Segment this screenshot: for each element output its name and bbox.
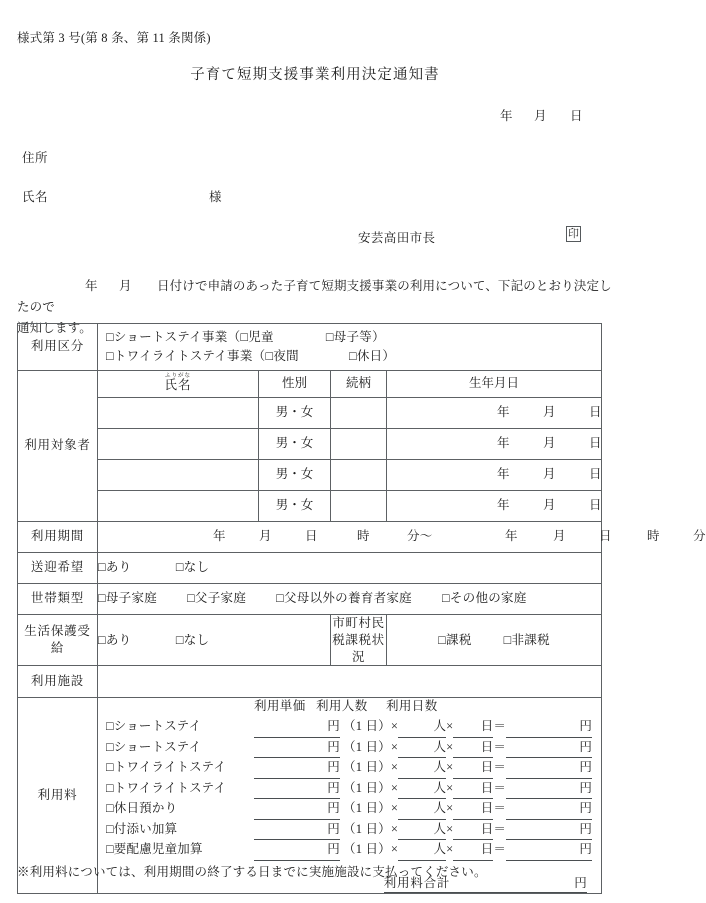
birth-year-label: 年 [497, 498, 510, 513]
fee-subtotal-yen: 円 [579, 821, 593, 836]
birth-year-label: 年 [497, 405, 510, 420]
table-row [18, 459, 602, 490]
issue-date-year-label: 年 [500, 109, 513, 123]
form-number: 様式第 3 号(第 8 条、第 11 条関係) [17, 31, 211, 45]
fee-times-2: × [446, 719, 454, 734]
table-row-usage-category [18, 324, 602, 371]
transport-no-label: なし [183, 560, 210, 575]
fee-equals: ＝ [493, 801, 507, 816]
fee-people-unit: 人 [433, 739, 447, 754]
table-row-transport [18, 552, 602, 583]
fee-subtotal-yen: 円 [579, 739, 593, 754]
twilightstay-night-checkbox[interactable]: □ [265, 348, 274, 363]
fee-yen-unit: 円 [327, 801, 340, 816]
transport-yes-label: あり [105, 560, 132, 575]
fee-total-unit: 円 [574, 875, 588, 890]
fee-per-day-note: （1 日） [343, 801, 391, 816]
table-row-usage-period [18, 521, 602, 552]
welfare-yes-checkbox[interactable]: □ [98, 632, 106, 647]
target-relation-field[interactable] [331, 428, 387, 459]
target-gender-field[interactable]: 男・女 [259, 459, 331, 490]
fee-item-label: 要配慮児童加算 [113, 842, 203, 857]
fee-per-day-note: （1 日） [343, 842, 391, 857]
fee-times-2: × [446, 739, 454, 754]
fee-unit-price-input[interactable] [254, 840, 340, 861]
transport-yes-checkbox[interactable]: □ [98, 560, 106, 575]
fee-unit-price-input[interactable] [254, 717, 340, 738]
table-row-welfare [18, 614, 602, 666]
fee-equals: ＝ [493, 719, 507, 734]
fee-subtotal-input[interactable] [506, 799, 592, 820]
period-end-minute-label: 分 [693, 529, 706, 544]
issuer-name: 安芸高田市長 [358, 231, 436, 245]
target-birthdate-field[interactable] [387, 459, 602, 490]
fees-label: 利用料 [18, 698, 98, 893]
table-row-facility [18, 666, 602, 698]
fees-people-header: 利用人数 [316, 699, 368, 714]
fee-yen-unit: 円 [327, 719, 340, 734]
twilightstay-night-label: 夜間 [273, 348, 299, 363]
tax-status-label: 市町村民税課税状況 [331, 614, 387, 666]
fee-people-unit: 人 [433, 719, 447, 734]
fee-unit-price-input[interactable] [254, 799, 340, 820]
fee-item-label: 休日預かり [113, 801, 178, 816]
table-row [18, 490, 602, 521]
fee-line-item[interactable] [98, 717, 601, 738]
fee-subtotal-yen: 円 [579, 842, 593, 857]
name-honorific: 様 [209, 190, 222, 204]
welfare-options[interactable] [98, 614, 331, 666]
fee-people-input[interactable] [398, 779, 446, 800]
welfare-label: 生活保護受給 [18, 614, 98, 666]
fee-days-unit: 日 [480, 780, 494, 795]
usage-category-option-row[interactable] [98, 347, 601, 366]
fee-per-day-note: （1 日） [343, 719, 391, 734]
non-taxed-checkbox[interactable]: □ [503, 632, 512, 647]
twilightstay-label: トワイライトステイ事業 [113, 348, 253, 363]
period-end-day-label: 日 [599, 529, 612, 544]
target-name-field[interactable] [98, 459, 259, 490]
usage-category-options [98, 324, 602, 371]
fee-times-1: × [390, 801, 399, 816]
transport-no-checkbox[interactable]: □ [175, 560, 184, 575]
birth-year-label: 年 [497, 467, 510, 482]
fee-line-item[interactable] [98, 758, 601, 779]
fee-days-unit: 日 [480, 801, 494, 816]
birth-day-label: 日 [589, 498, 602, 513]
fee-subtotal-input[interactable] [506, 779, 592, 800]
fees-unit-price-header: 利用単価 [254, 699, 306, 714]
household-other-checkbox[interactable]: □ [442, 591, 450, 606]
fee-days-input[interactable] [453, 717, 493, 738]
target-name-header [98, 370, 259, 397]
fee-equals: ＝ [493, 842, 507, 857]
household-other-guardian-checkbox[interactable]: □ [276, 591, 284, 606]
fee-yen-unit: 円 [327, 780, 340, 795]
tax-status-options[interactable] [387, 614, 602, 666]
intro-month-label: 月 [119, 279, 132, 293]
target-gender-field[interactable]: 男・女 [259, 397, 331, 428]
fee-times-2: × [446, 821, 454, 836]
fee-times-1: × [390, 780, 399, 795]
fee-item-label: トワイライトステイ [113, 760, 227, 775]
fee-equals: ＝ [493, 739, 507, 754]
fee-days-input[interactable] [453, 840, 493, 861]
household-other-label: その他の家庭 [449, 591, 527, 606]
fee-total-label: 利用料合計 [383, 875, 451, 890]
fee-yen-unit: 円 [327, 739, 340, 754]
period-start-hour-label: 時 [357, 529, 370, 544]
fee-people-input[interactable] [398, 799, 446, 820]
fee-subtotal-yen: 円 [579, 719, 593, 734]
welfare-no-label: なし [183, 632, 210, 647]
fee-checkbox[interactable]: □ [106, 821, 114, 836]
period-start-minute-label: 分～ [407, 529, 433, 544]
fee-times-2: × [446, 780, 454, 795]
fee-per-day-note: （1 日） [343, 821, 391, 836]
period-start-year-label: 年 [213, 529, 226, 544]
fee-people-unit: 人 [433, 842, 447, 857]
shortstay-child-checkbox[interactable]: □ [240, 330, 249, 344]
target-relation-header: 続柄 [331, 370, 387, 397]
fee-days-unit: 日 [480, 821, 494, 836]
twilightstay-close-paren: ） [382, 348, 396, 363]
table-row-target-persons-header [18, 370, 602, 397]
target-relation-field[interactable] [331, 459, 387, 490]
name-header-base: 氏名 [164, 378, 192, 393]
fee-times-2: × [446, 801, 454, 816]
fee-item-label: 付添い加算 [113, 821, 178, 836]
fee-unit-price-input[interactable] [254, 779, 340, 800]
birth-month-label: 月 [543, 498, 556, 513]
fee-times-1: × [390, 821, 399, 836]
intro-body-2: 通知します。 [17, 321, 92, 335]
fee-checkbox[interactable]: □ [106, 842, 114, 857]
issue-date-month-label: 月 [534, 109, 547, 123]
fee-equals: ＝ [493, 780, 507, 795]
twilightstay-holiday-label: 休日 [356, 348, 383, 363]
fee-subtotal-yen: 円 [579, 801, 593, 816]
target-name-field[interactable] [98, 490, 259, 521]
fee-checkbox[interactable]: □ [106, 719, 114, 734]
household-mother-child-label: 母子家庭 [105, 591, 158, 606]
period-end-year-label: 年 [505, 529, 518, 544]
fee-people-unit: 人 [433, 760, 447, 775]
shortstay-label: ショートステイ事業 [113, 330, 228, 344]
shortstay-close-paren: ） [372, 330, 385, 344]
fee-yen-unit: 円 [327, 760, 340, 775]
table-row-household-type [18, 583, 602, 614]
fee-subtotal-input[interactable] [506, 738, 592, 759]
fee-times-1: × [390, 739, 399, 754]
fee-item-label: トワイライトステイ [113, 780, 227, 795]
seal-stamp-box: 印 [568, 228, 579, 240]
fee-line-item[interactable] [98, 820, 601, 841]
fee-equals: ＝ [493, 821, 507, 836]
fee-item-label: ショートステイ [113, 719, 202, 734]
fee-days-input[interactable] [453, 738, 493, 759]
fee-people-input[interactable] [398, 840, 446, 861]
taxed-label: 課税 [446, 632, 472, 647]
fee-people-unit: 人 [433, 821, 447, 836]
taxed-checkbox[interactable]: □ [438, 632, 447, 647]
fee-days-input[interactable] [453, 799, 493, 820]
period-start-month-label: 月 [259, 529, 272, 544]
fee-item-label: ショートステイ [113, 739, 202, 754]
decision-form-table [17, 323, 706, 894]
fee-times-1: × [390, 719, 399, 734]
fee-checkbox[interactable]: □ [106, 760, 114, 775]
welfare-no-checkbox[interactable]: □ [175, 632, 184, 647]
birth-day-label: 日 [589, 405, 602, 420]
fee-per-day-note: （1 日） [343, 780, 391, 795]
shortstay-child-label: 児童 [248, 330, 274, 344]
birth-year-label: 年 [497, 436, 510, 451]
fee-line-item[interactable] [98, 840, 601, 861]
fee-unit-price-input[interactable] [254, 738, 340, 759]
target-gender-field[interactable]: 男・女 [259, 490, 331, 521]
issue-date-line [500, 106, 610, 124]
fee-subtotal-input[interactable] [506, 717, 592, 738]
twilightstay-checkbox[interactable]: □ [106, 348, 114, 363]
fee-unit-price-input[interactable] [254, 758, 340, 779]
household-other-guardian-label: 父母以外の養育者家庭 [283, 591, 412, 606]
fee-days-input[interactable] [453, 758, 493, 779]
period-end-hour-label: 時 [647, 529, 660, 544]
fee-people-unit: 人 [433, 801, 447, 816]
fee-times-2: × [446, 842, 454, 857]
target-birthdate-field[interactable] [387, 490, 602, 521]
fee-yen-unit: 円 [327, 821, 340, 836]
household-father-child-checkbox[interactable]: □ [187, 591, 195, 606]
fee-days-unit: 日 [480, 739, 494, 754]
fee-unit-price-input[interactable] [254, 820, 340, 841]
fee-times-1: × [390, 842, 399, 857]
household-type-options[interactable] [98, 583, 602, 614]
usage-category-label: 利用区分 [18, 324, 98, 371]
fee-checkbox[interactable]: □ [106, 739, 114, 754]
table-row [18, 397, 602, 428]
fee-times-1: × [390, 760, 399, 775]
fee-checkbox[interactable]: □ [106, 801, 114, 816]
birth-month-label: 月 [543, 405, 556, 420]
facility-value-field[interactable] [98, 666, 602, 698]
target-birthdate-field[interactable] [387, 397, 602, 428]
footnote-text: ※利用料については、利用期間の終了する日までに実施施設に支払ってください。 [17, 865, 487, 879]
shortstay-mother-child-checkbox[interactable]: □ [325, 330, 334, 344]
twilightstay-open-paren: （ [252, 348, 266, 363]
fee-days-input[interactable] [453, 820, 493, 841]
fee-checkbox[interactable]: □ [106, 780, 114, 795]
household-mother-child-checkbox[interactable]: □ [98, 591, 106, 606]
name-header-ruby: ふりがな [164, 373, 191, 380]
target-name-field[interactable] [98, 428, 259, 459]
usage-period-fields[interactable] [98, 521, 706, 552]
target-gender-field[interactable]: 男・女 [259, 428, 331, 459]
target-persons-label: 利用対象者 [18, 370, 98, 521]
fees-days-header: 利用日数 [386, 699, 438, 714]
target-relation-field[interactable] [331, 397, 387, 428]
target-relation-field[interactable] [331, 490, 387, 521]
fee-subtotal-input[interactable] [506, 758, 592, 779]
fee-people-input[interactable] [398, 738, 446, 759]
welfare-yes-label: あり [105, 632, 132, 647]
household-type-label: 世帯類型 [18, 583, 98, 614]
fee-subtotal-input[interactable] [506, 840, 592, 861]
facility-label: 利用施設 [18, 666, 98, 698]
target-gender-header: 性別 [259, 370, 331, 397]
fee-times-2: × [446, 760, 454, 775]
fee-line-item[interactable] [98, 738, 601, 759]
fees-column-headers [98, 698, 601, 715]
fee-people-input[interactable] [398, 717, 446, 738]
fee-days-unit: 日 [480, 760, 494, 775]
issue-date-day-label: 日 [570, 109, 583, 123]
fee-line-item[interactable] [98, 799, 601, 820]
fee-per-day-note: （1 日） [343, 739, 391, 754]
target-birthdate-header: 生年月日 [387, 370, 602, 397]
usage-period-label: 利用期間 [18, 521, 98, 552]
target-birthdate-field[interactable] [387, 428, 602, 459]
fee-per-day-note: （1 日） [343, 760, 391, 775]
non-taxed-label: 非課税 [511, 632, 550, 647]
fee-days-unit: 日 [480, 842, 494, 857]
name-header-ruby-wrap [164, 373, 191, 393]
fee-days-input[interactable] [453, 779, 493, 800]
shortstay-open-paren: （ [227, 330, 241, 344]
shortstay-mother-child-label: 母子等 [333, 330, 373, 344]
transport-options[interactable] [98, 552, 602, 583]
fee-subtotal-input[interactable] [506, 820, 592, 841]
household-father-child-label: 父子家庭 [194, 591, 247, 606]
fee-days-unit: 日 [480, 719, 494, 734]
birth-day-label: 日 [589, 436, 602, 451]
twilightstay-holiday-checkbox[interactable]: □ [348, 348, 357, 363]
intro-year-label: 年 [85, 279, 98, 293]
fee-people-unit: 人 [433, 780, 447, 795]
birth-day-label: 日 [589, 467, 602, 482]
period-start-day-label: 日 [305, 529, 318, 544]
shortstay-checkbox[interactable]: □ [106, 330, 114, 344]
birth-month-label: 月 [543, 467, 556, 482]
name-label: 氏名 [22, 190, 49, 204]
intro-body: 日付けで申請のあった子育て短期支援事業の利用について、下記のとおり決定したので [17, 279, 612, 314]
page-title: 子育て短期支援事業利用決定通知書 [190, 67, 440, 83]
fee-subtotal-yen: 円 [579, 760, 593, 775]
fee-equals: ＝ [493, 760, 507, 775]
fee-people-input[interactable] [398, 758, 446, 779]
birth-month-label: 月 [543, 436, 556, 451]
fee-subtotal-yen: 円 [579, 780, 593, 795]
target-name-field[interactable] [98, 397, 259, 428]
table-row [18, 428, 602, 459]
transport-label: 送迎希望 [18, 552, 98, 583]
fee-line-item[interactable] [98, 779, 601, 800]
fee-yen-unit: 円 [327, 842, 340, 857]
period-end-month-label: 月 [553, 529, 566, 544]
address-label: 住所 [22, 151, 49, 165]
fee-people-input[interactable] [398, 820, 446, 841]
usage-category-option-row[interactable] [98, 328, 601, 347]
